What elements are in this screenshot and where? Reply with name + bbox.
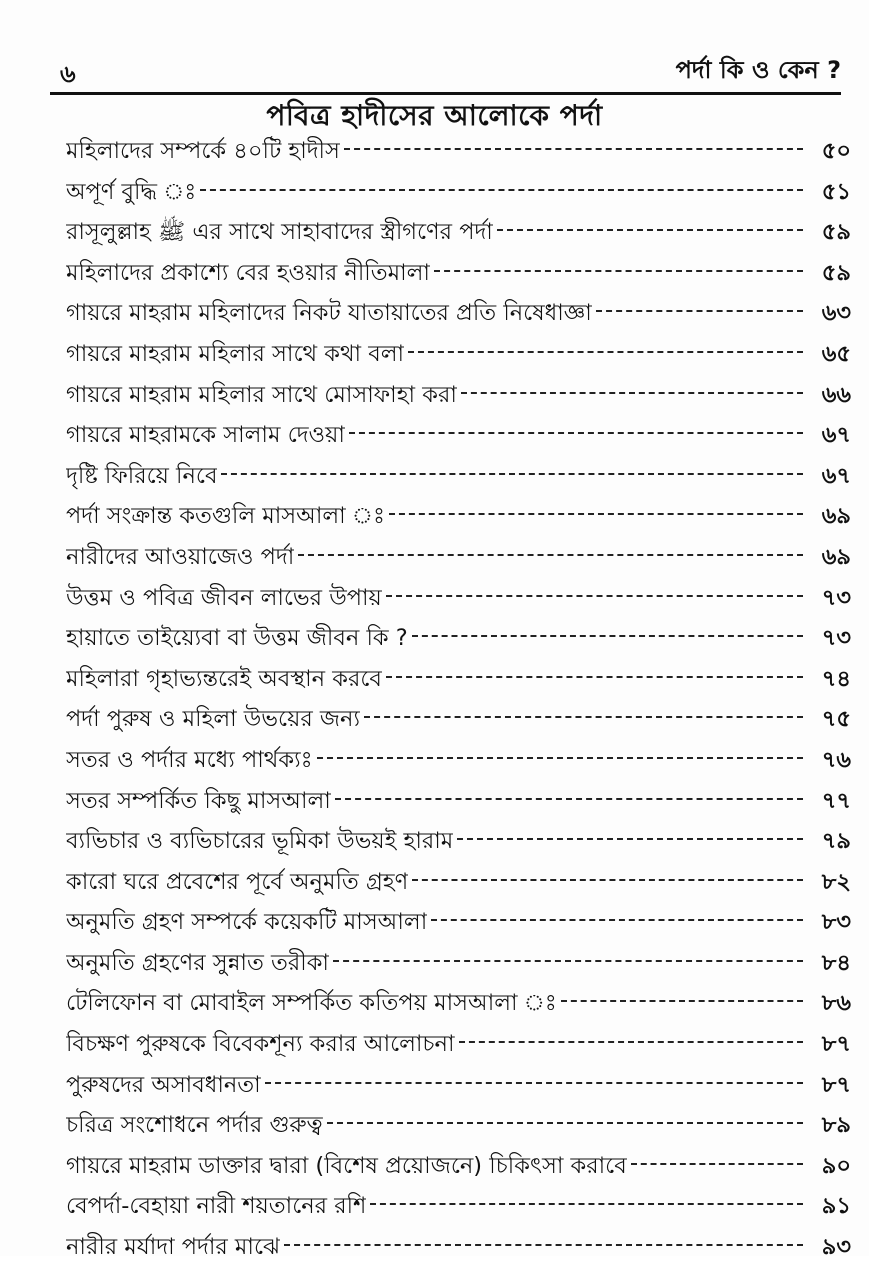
toc-entry	[66, 496, 851, 537]
toc-entry-page: ৬৭	[821, 422, 851, 449]
table-of-contents	[66, 131, 851, 1268]
toc-entry-page: ৬৯	[821, 503, 851, 530]
toc-entry-title: রাসূলুল্লাহ ﷺ এর সাথে সাহাবাদের স্ত্রীগণের পর্দা	[66, 219, 493, 246]
toc-entry	[66, 1065, 851, 1106]
toc-entry-page: ৭৫	[821, 706, 851, 733]
toc-entry-title: সতর সম্পর্কিত কিছু মাসআলা	[66, 787, 331, 814]
toc-entry	[66, 131, 851, 172]
toc-dash-leader	[265, 1082, 803, 1084]
toc-entry-page: ৭৬	[821, 746, 851, 773]
toc-dash-leader	[412, 879, 803, 881]
toc-entry-title: পর্দা পুরুষ ও মহিলা উভয়ের জন্য	[66, 706, 360, 733]
toc-entry	[66, 902, 851, 943]
toc-entry	[66, 821, 851, 862]
toc-entry-page: ৯৩	[821, 1234, 851, 1261]
toc-dash-leader	[349, 432, 803, 434]
toc-entry-page: ৫০	[821, 138, 851, 164]
toc-dash-leader	[497, 229, 803, 231]
toc-entry-title: দৃষ্টি ফিরিয়ে নিবে	[66, 462, 218, 489]
toc-entry-title: মহিলাদের প্রকাশ্যে বের হওয়ার নীতিমালা	[66, 259, 430, 286]
toc-dash-leader	[386, 676, 803, 678]
toc-dash-leader	[389, 513, 803, 515]
toc-entry-page: ৮২	[821, 868, 851, 895]
toc-entry-title: গায়রে মাহরাম মহিলাদের নিকট যাতায়াতের প্রতি নিষেধাজ্ঞা	[66, 300, 592, 327]
toc-entry	[66, 1024, 851, 1065]
toc-entry-title: পুরুষদের অসাবধানতা	[66, 1071, 261, 1098]
toc-dash-leader	[596, 310, 803, 312]
toc-dash-leader	[344, 148, 803, 150]
toc-entry-page: ৯০	[821, 1152, 851, 1179]
toc-entry-page: ৬৭	[821, 462, 851, 489]
toc-entry	[66, 1105, 851, 1146]
toc-entry-page: ৮৩	[821, 909, 851, 936]
toc-entry	[66, 293, 851, 334]
toc-dash-leader	[408, 351, 803, 353]
toc-entry	[66, 781, 851, 822]
toc-entry	[66, 375, 851, 416]
toc-entry	[66, 740, 851, 781]
page-number: ৬	[60, 60, 76, 88]
toc-entry	[66, 172, 851, 213]
toc-entry-title: ব্যভিচার ও ব্যভিচারের ভূমিকা উভয়ই হারাম	[66, 828, 454, 855]
toc-entry-title: মহিলারা গৃহাভ্যন্তরেই অবস্থান করবে	[66, 665, 382, 692]
toc-entry-title: চরিত্র সংশোধনে পর্দার গুরুত্ব	[66, 1112, 323, 1139]
toc-entry-title: কারো ঘরে প্রবেশের পূর্বে অনুমতি গ্রহণ	[66, 868, 409, 895]
toc-entry	[66, 659, 851, 700]
toc-entry	[66, 943, 851, 984]
toc-entry-page: ৮৭	[821, 1071, 851, 1098]
toc-entry-page: ৭৪	[821, 665, 851, 692]
toc-entry-page: ৫৯	[821, 219, 851, 246]
toc-entry	[66, 983, 851, 1024]
toc-entry-title: অনুমতি গ্রহণের সুন্নাত তরীকা	[66, 949, 329, 976]
toc-entry	[66, 618, 851, 659]
toc-dash-leader	[561, 1000, 803, 1002]
toc-entry-page: ৭৭	[821, 787, 851, 814]
toc-dash-leader	[431, 919, 803, 921]
toc-entry-title: গায়রে মাহরাম মহিলার সাথে মোসাফাহা করা	[66, 381, 457, 408]
toc-entry-page: ৬৬	[821, 381, 851, 408]
page-header	[60, 52, 841, 88]
toc-dash-leader	[364, 716, 803, 718]
toc-dash-leader	[327, 1122, 803, 1124]
toc-entry-title: অনুমতি গ্রহণ সম্পর্কে কয়েকটি মাসআলা	[66, 909, 428, 936]
toc-dash-leader	[457, 838, 803, 840]
toc-entry-page: ৬৫	[821, 340, 851, 367]
toc-entry-title: অপূর্ণ বুদ্ধি ঃ	[66, 178, 197, 205]
toc-entry-title: গায়রে মাহরাম ডাক্তার দ্বারা (বিশেষ প্রয়োজনে) চিকিৎসা করাবে	[66, 1152, 627, 1179]
toc-dash-leader	[333, 960, 803, 962]
toc-entry-title: মহিলাদের সম্পর্কে ৪০টি হাদীস	[66, 138, 340, 164]
toc-entry-page: ৮৪	[821, 949, 851, 976]
toc-entry	[66, 1186, 851, 1227]
toc-entry-title: পর্দা সংক্রান্ত কতগুলি মাসআলা ঃ	[66, 503, 385, 530]
toc-entry-page: ৮৭	[821, 1031, 851, 1058]
toc-dash-leader	[434, 270, 803, 272]
toc-entry-title: নারীর মর্যাদা পর্দার মাঝে	[66, 1234, 281, 1261]
toc-entry	[66, 253, 851, 294]
toc-entry-title: সতর ও পর্দার মধ্যে পার্থক্যঃ	[66, 746, 313, 773]
toc-entry-page: ৬৩	[821, 300, 851, 327]
toc-entry-title: টেলিফোন বা মোবাইল সম্পর্কিত কতিপয় মাসআলা ঃ	[66, 990, 557, 1017]
toc-entry	[66, 334, 851, 375]
toc-entry	[66, 578, 851, 619]
toc-entry-page: ৫১	[821, 178, 851, 205]
toc-entry	[66, 1146, 851, 1187]
toc-dash-leader	[412, 635, 803, 637]
toc-entry-title: বিচক্ষণ পুরুষকে বিবেকশূন্য করার আলোচনা	[66, 1031, 455, 1058]
toc-entry	[66, 212, 851, 253]
toc-entry-title: হায়াতে তাইয়্যেবা বা উত্তম জীবন কি ?	[66, 625, 408, 652]
section-heading: পবিত্র হাদীসের আলোকে পর্দা	[266, 99, 603, 132]
toc-entry-page: ৭৯	[821, 828, 851, 855]
toc-dash-leader	[335, 798, 803, 800]
toc-entry	[66, 415, 851, 456]
toc-dash-leader	[317, 757, 803, 759]
toc-dash-leader	[298, 554, 803, 556]
toc-dash-leader	[284, 1244, 803, 1246]
toc-entry	[66, 1227, 851, 1268]
toc-entry-page: ৬৯	[821, 543, 851, 570]
toc-entry-page: ৮৬	[821, 990, 851, 1017]
toc-entry-title: নারীদের আওয়াজেও পর্দা	[66, 543, 295, 570]
toc-entry-page: ৮৯	[821, 1112, 851, 1139]
toc-entry-title: গায়রে মাহরাম মহিলার সাথে কথা বলা	[66, 340, 405, 367]
toc-entry-page: ৯১	[821, 1193, 851, 1220]
running-title: পর্দা কি ও কেন ?	[675, 56, 841, 84]
toc-entry-page: ৭৩	[821, 625, 851, 652]
toc-dash-leader	[459, 1041, 804, 1043]
toc-entry-title: গায়রে মাহরামকে সালাম দেওয়া	[66, 422, 345, 449]
toc-entry	[66, 862, 851, 903]
toc-entry	[66, 699, 851, 740]
toc-dash-leader	[386, 595, 803, 597]
toc-entry-page: ৫৯	[821, 259, 851, 286]
toc-dash-leader	[370, 1203, 803, 1205]
toc-entry-title: বেপর্দা-বেহায়া নারী শয়তানের রশি	[66, 1193, 367, 1220]
toc-dash-leader	[461, 392, 803, 394]
toc-entry-title: উত্তম ও পবিত্র জীবন লাভের উপায়	[66, 584, 382, 611]
toc-entry-page: ৭৩	[821, 584, 851, 611]
toc-entry	[66, 537, 851, 578]
toc-dash-leader	[221, 473, 803, 475]
toc-entry	[66, 456, 851, 497]
toc-dash-leader	[200, 189, 803, 191]
toc-dash-leader	[631, 1163, 803, 1165]
